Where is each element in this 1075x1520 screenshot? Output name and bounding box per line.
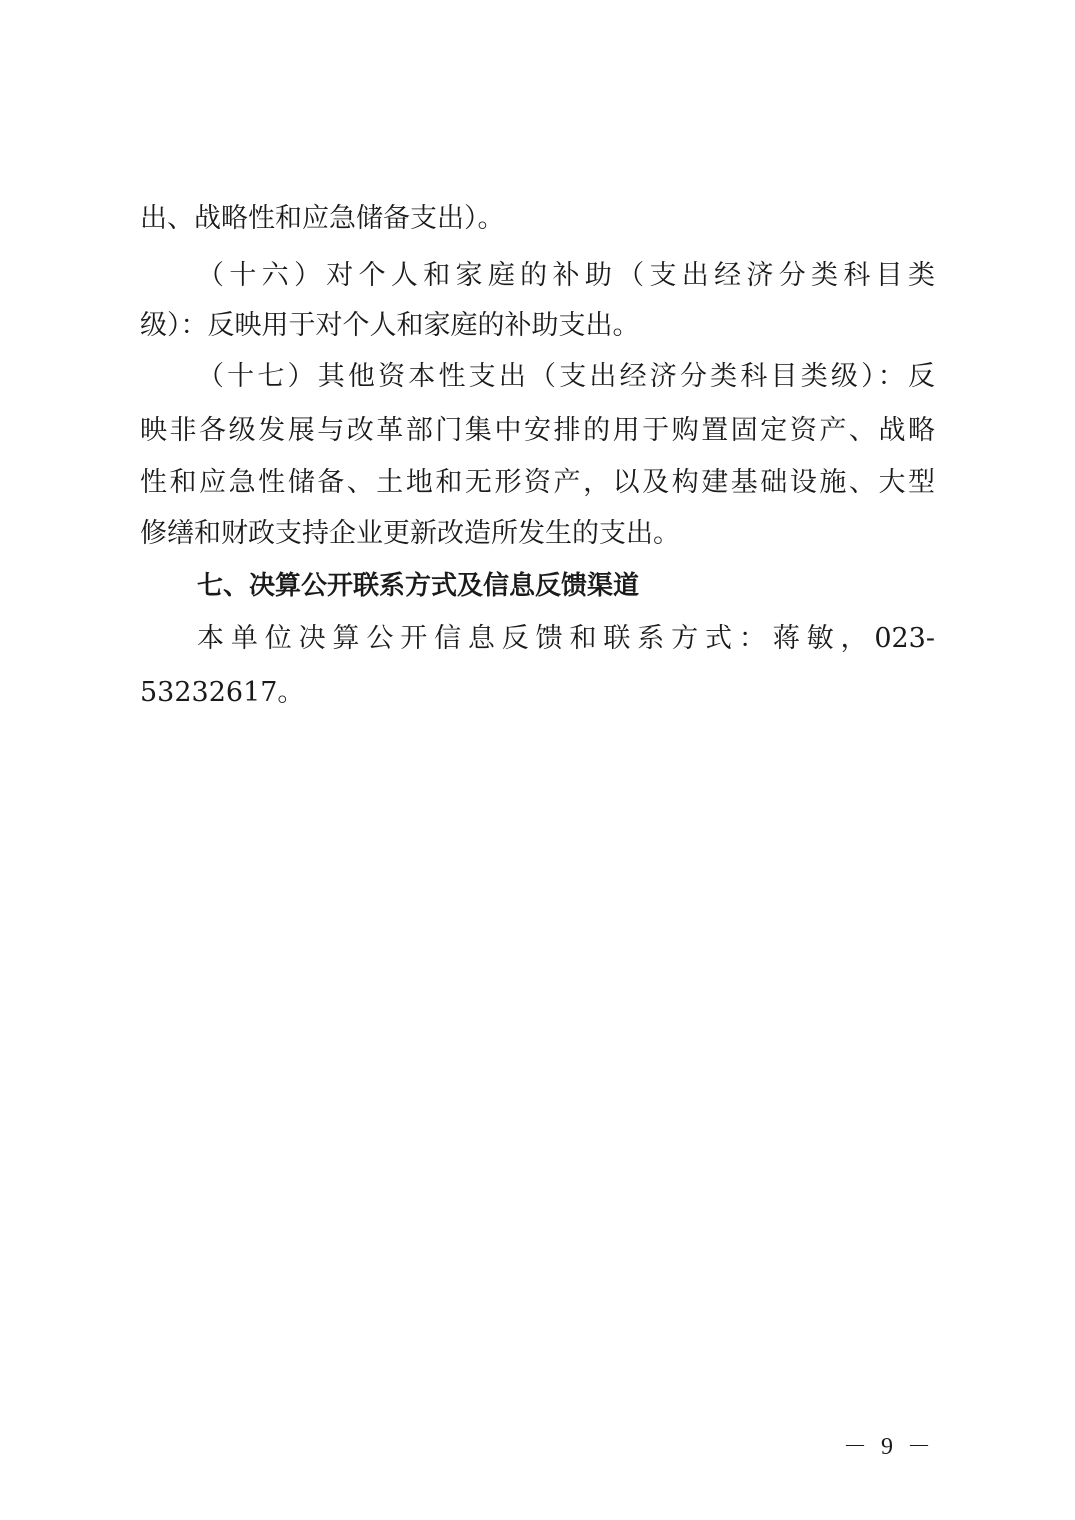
body-text-line: 性和应急性储备、土地和无形资产，以及构建基础设施、大型 <box>140 467 935 498</box>
page-number: － 9 － <box>843 1434 935 1460</box>
body-text-line: （十六）对个人和家庭的补助（支出经济分类科目类 <box>197 260 935 291</box>
body-text-line: 级）：反映用于对个人和家庭的补助支出。 <box>140 310 640 341</box>
body-text-line: 映非各级发展与改革部门集中安排的用于购置固定资产、战略 <box>140 415 935 446</box>
contact-text-line: 53232617。 <box>140 677 305 708</box>
contact-text-line: 本单位决算公开信息反馈和联系方式：蒋敏，023- <box>197 623 935 654</box>
body-text-line: 修缮和财政支持企业更新改造所发生的支出。 <box>140 518 680 549</box>
section-heading: 七、决算公开联系方式及信息反馈渠道 <box>197 571 640 601</box>
body-text-line: （十七）其他资本性支出（支出经济分类科目类级）：反 <box>197 361 935 392</box>
body-text-line: 出、战略性和应急储备支出）。 <box>140 203 505 234</box>
